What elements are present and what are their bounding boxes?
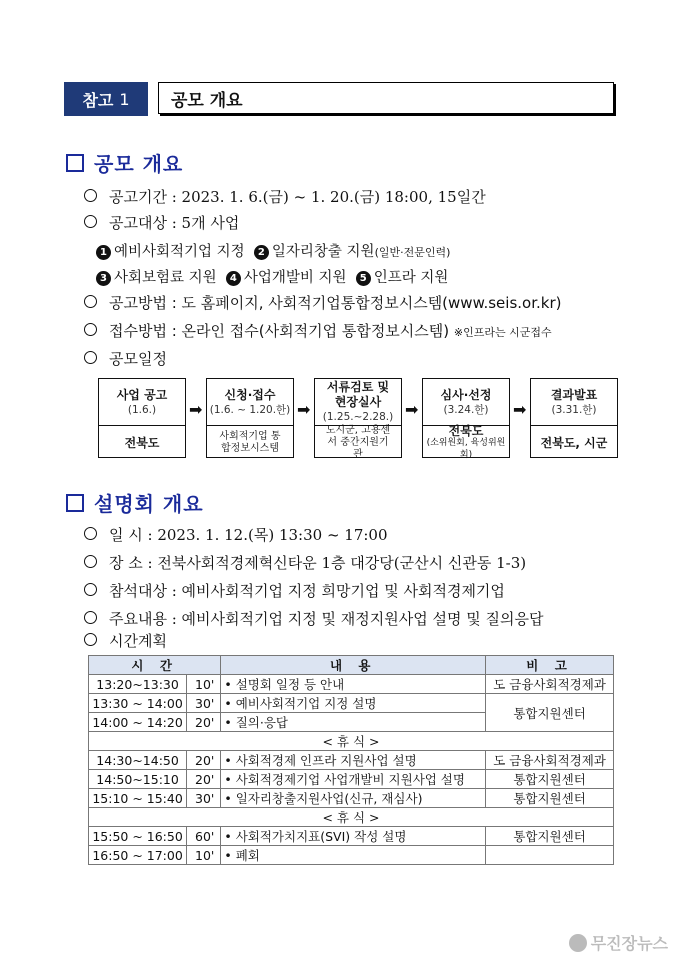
- row-note: 통합지원센터: [486, 694, 614, 732]
- flow-step-review: [314, 378, 402, 458]
- flow-step-announce: [98, 378, 186, 458]
- header-title: 공모 개요: [158, 82, 614, 114]
- flow-step-title: 사업 공고: [116, 387, 168, 402]
- row-content: • 사회적경제 인프라 지원사업 설명: [221, 751, 486, 770]
- row-note: [486, 846, 614, 865]
- flow-step-title: 심사·선정: [440, 387, 492, 402]
- item-2-label: 일자리창출 지원: [271, 244, 375, 260]
- section2-title: [66, 488, 204, 517]
- date-line: [84, 524, 388, 545]
- reference-tag: [64, 82, 148, 116]
- right-arrow-icon: ➡: [513, 400, 527, 419]
- flow-step-title: 서류검토 및 현장실사: [326, 380, 390, 409]
- table-row: [89, 789, 614, 808]
- target-line: [84, 212, 239, 233]
- item-2-note: (일반·전문인력): [374, 246, 451, 259]
- item-4-label: 사업개발비 지원: [243, 270, 347, 286]
- reference-tag-label: 참고: [82, 90, 114, 110]
- row-time: 16:50 ~ 17:00: [89, 846, 187, 865]
- table-row: [89, 751, 614, 770]
- receipt-note: ※인프라는 시군접수: [453, 326, 552, 339]
- flow-step-org: 전북도, 시군: [540, 435, 608, 450]
- square-bullet-icon: [66, 494, 84, 512]
- circle-bullet-icon: [84, 527, 97, 540]
- circle-bullet-icon: [84, 215, 97, 228]
- circle-bullet-icon: [84, 611, 97, 624]
- table-break-row: [89, 732, 614, 751]
- right-arrow-icon: ➡: [405, 400, 419, 419]
- break-label: < 휴 식 >: [89, 808, 614, 827]
- row-duration: 10': [187, 846, 221, 865]
- content-text: 주요내용 : 예비사회적기업 지정 및 재정지원사업 설명 및 질의응답: [109, 610, 544, 628]
- row-content: • 예비사회적기업 지정 설명: [221, 694, 486, 713]
- row-duration: 10': [187, 675, 221, 694]
- flow-step-org-note: (소위원회, 육성위원회): [426, 437, 506, 460]
- row-duration: 20': [187, 770, 221, 789]
- flow-step-org: 도시군, 고용센서 중간지원기관: [325, 424, 391, 460]
- flow-step-title: 신청·접수: [224, 387, 276, 402]
- flow-step-apply: [206, 378, 294, 458]
- schedule-line: [84, 348, 167, 369]
- item-5-label: 인프라 지원: [373, 270, 449, 286]
- flow-step-org: 전북도: [448, 423, 484, 438]
- row-time: 14:00 ~ 14:20: [89, 713, 187, 732]
- circle-bullet-icon: [84, 583, 97, 596]
- row-time: 13:30 ~ 14:00: [89, 694, 187, 713]
- receipt-line: [84, 320, 552, 341]
- reference-tag-number: 1: [119, 89, 130, 109]
- flow-step-date: (3.31.한): [551, 403, 597, 416]
- table-row: [89, 827, 614, 846]
- receipt-text: 접수방법 : 온라인 접수(사회적기업 통합정보시스템): [109, 322, 450, 340]
- number-5-icon: 5: [356, 271, 371, 286]
- flow-step-org: 사회적기업 통합정보시스템: [219, 430, 281, 454]
- watermark: [569, 931, 668, 954]
- row-content: • 설명회 일정 등 안내: [221, 675, 486, 694]
- watermark-logo-icon: [569, 934, 587, 952]
- row-note: 통합지원센터: [486, 789, 614, 808]
- method-line: [84, 292, 561, 313]
- section1-title-text: 공모 개요: [94, 152, 184, 176]
- flow-step-date: (1.6.): [127, 403, 157, 416]
- method-text: 공고방법 : 도 홈페이지, 사회적기업통합정보시스템(www.seis.or.kr): [109, 294, 562, 312]
- item-1-label: 예비사회적기업 지정: [114, 244, 245, 260]
- reference-header: [64, 82, 616, 116]
- number-3-icon: 3: [96, 271, 111, 286]
- header-time: 시 간: [89, 656, 221, 675]
- circle-bullet-icon: [84, 295, 97, 308]
- target-items-row1: [96, 240, 450, 261]
- place-text: 장 소 : 전북사회적경제혁신타운 1층 대강당(군산시 신관동 1-3): [109, 554, 527, 572]
- section2-title-text: 설명회 개요: [94, 492, 204, 516]
- table-row: [89, 846, 614, 865]
- row-content: • 폐회: [221, 846, 486, 865]
- row-time: 13:20~13:30: [89, 675, 187, 694]
- circle-bullet-icon: [84, 633, 97, 646]
- row-time: 14:30~14:50: [89, 751, 187, 770]
- row-time: 14:50~15:10: [89, 770, 187, 789]
- timetable: [88, 655, 614, 865]
- flow-step-title: 결과발표: [550, 387, 598, 402]
- date-text: 일 시 : 2023. 1. 12.(목) 13:30 ~ 17:00: [109, 526, 388, 544]
- flow-step-date: (1.6. ~ 1.20.한): [209, 403, 291, 416]
- row-note: 통합지원센터: [486, 770, 614, 789]
- row-duration: 30': [187, 694, 221, 713]
- circle-bullet-icon: [84, 323, 97, 336]
- target-items-row2: [96, 266, 448, 287]
- circle-bullet-icon: [84, 555, 97, 568]
- table-break-row: [89, 808, 614, 827]
- target-text: 공고대상 : 5개 사업: [109, 214, 240, 232]
- circle-bullet-icon: [84, 351, 97, 364]
- row-content: • 질의·응답: [221, 713, 486, 732]
- number-1-icon: 1: [96, 245, 111, 260]
- row-duration: 60': [187, 827, 221, 846]
- flow-step-date: (1.25.~2.28.): [322, 411, 394, 423]
- timetable-line: [84, 630, 167, 651]
- right-arrow-icon: ➡: [297, 400, 311, 419]
- row-duration: 20': [187, 751, 221, 770]
- row-time: 15:10 ~ 15:40: [89, 789, 187, 808]
- flow-step-org: 전북도: [124, 435, 160, 450]
- flow-step-date: (3.24.한): [443, 403, 489, 416]
- period-text: 공고기간 : 2023. 1. 6.(금) ~ 1. 20.(금) 18:00, 15일간: [109, 188, 486, 206]
- row-content: • 사회적경제기업 사업개발비 지원사업 설명: [221, 770, 486, 789]
- schedule-flow: [98, 378, 618, 458]
- place-line: [84, 552, 526, 573]
- timetable-label: 시간계획: [109, 632, 167, 650]
- square-bullet-icon: [66, 154, 84, 172]
- circle-bullet-icon: [84, 189, 97, 202]
- attendees-text: 참석대상 : 예비사회적기업 지정 희망기업 및 사회적경제기업: [109, 582, 505, 600]
- flow-step-org-box: [423, 423, 509, 460]
- flow-step-result: [530, 378, 618, 458]
- row-duration: 20': [187, 713, 221, 732]
- content-line: [84, 608, 543, 629]
- table-row: [89, 694, 614, 713]
- break-label: < 휴 식 >: [89, 732, 614, 751]
- row-content: • 사회적가치지표(SVI) 작성 설명: [221, 827, 486, 846]
- table-row: [89, 770, 614, 789]
- right-arrow-icon: ➡: [189, 400, 203, 419]
- row-time: 15:50 ~ 16:50: [89, 827, 187, 846]
- schedule-label: 공모일정: [109, 350, 167, 368]
- attendees-line: [84, 580, 505, 601]
- number-2-icon: 2: [254, 245, 269, 260]
- period-line: [84, 186, 486, 207]
- header-content: 내 용: [221, 656, 486, 675]
- row-duration: 30': [187, 789, 221, 808]
- row-note: 도 금융사회적경제과: [486, 675, 614, 694]
- table-header-row: [89, 656, 614, 675]
- number-4-icon: 4: [226, 271, 241, 286]
- header-note: 비 고: [486, 656, 614, 675]
- section1-title: [66, 148, 183, 177]
- row-note: 도 금융사회적경제과: [486, 751, 614, 770]
- item-3-label: 사회보험료 지원: [114, 270, 217, 286]
- watermark-text: 무진장뉴스: [590, 934, 668, 953]
- table-row: [89, 675, 614, 694]
- row-content: • 일자리창출지원사업(신규, 재심사): [221, 789, 486, 808]
- row-note: 통합지원센터: [486, 827, 614, 846]
- flow-step-select: [422, 378, 510, 458]
